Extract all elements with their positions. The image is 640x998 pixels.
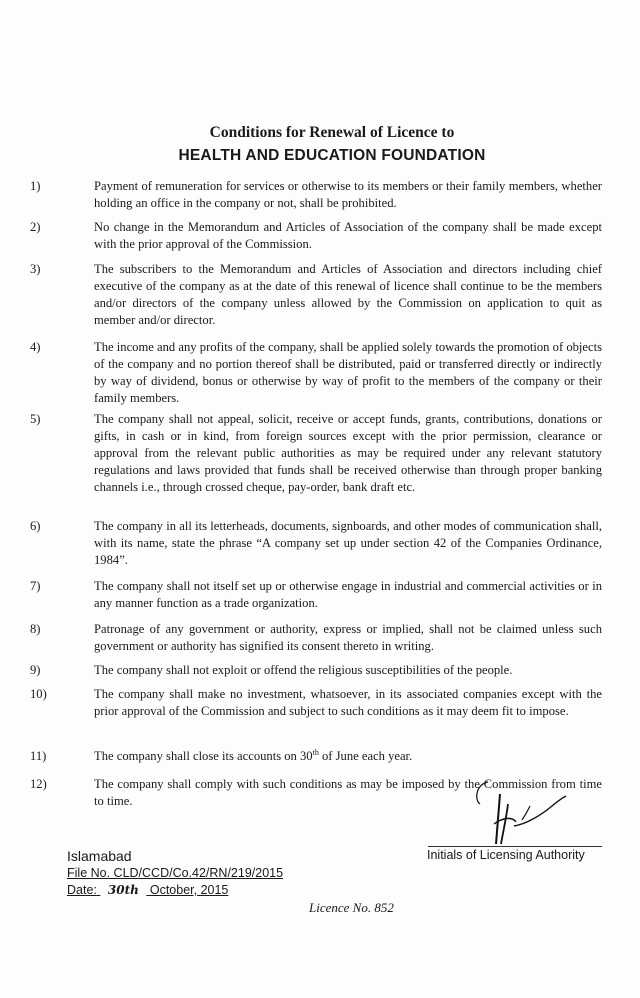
place-name: Islamabad (67, 848, 132, 864)
clause-5 (30, 411, 602, 496)
clause-number: 4) (30, 340, 41, 354)
clause-9 (30, 662, 602, 679)
initials-label: Initials of Licensing Authority (427, 848, 585, 862)
clause-text: The company shall not exploit or offend the religious susceptibilities of the people. (94, 663, 513, 677)
clause-3 (30, 261, 602, 329)
clause-text: The company in all its letterheads, documents, signboards, and other modes of communication shall, with its name, state the phrase “A company set up under section 42 of the Companies Ordinance, 1984”. (94, 519, 602, 567)
clause-8 (30, 621, 602, 655)
clause-number: 9) (30, 663, 41, 677)
clause-10 (30, 686, 602, 720)
clause-number: 12) (30, 777, 47, 791)
file-number: File No. CLD/CCD/Co.42/RN/219/2015 (67, 866, 284, 880)
clause-text: Payment of remuneration for services or otherwise to its members or their family members, whether holding an office in the company or not, shall be prohibited. (94, 179, 602, 210)
date-label: Date: (67, 883, 97, 897)
clause-number: 3) (30, 262, 41, 276)
document-title: Conditions for Renewal of Licence to (209, 124, 455, 141)
clause-text: The subscribers to the Memorandum and Articles of Association and directors including chief executive of the company as at the date of this renewal of licence shall continue to be the members and/or directors of the company unless allowed by the Commission on application to quit as member and/or director. (94, 262, 602, 327)
clause-text: The income and any profits of the company, shall be applied solely towards the promotion of objects of the company and no portion thereof shall be distributed, paid or transferred directly or indirectly by way of dividend, bonus or otherwise by way of profit to the members of the company or their family members. (94, 340, 602, 405)
clause-number: 1) (30, 179, 41, 193)
signature-line (428, 846, 602, 847)
clause-number: 8) (30, 622, 41, 636)
clause-text: No change in the Memorandum and Articles of Association of the company shall be made except with the prior approval of the Commission. (94, 220, 602, 251)
clause-text: The company shall make no investment, whatsoever, in its associated companies except with the prior approval of the Commission and subject to such conditions as it may deem fit to impose. (94, 687, 602, 718)
date-line (67, 883, 228, 897)
clause-1 (30, 178, 602, 212)
clause-number: 2) (30, 220, 41, 234)
clause-text: The company shall close its accounts on 30th of June each year. (94, 747, 413, 763)
clause-7 (30, 578, 602, 612)
handwritten-day: 30th (107, 883, 139, 897)
clause-text: The company shall comply with such conditions as may be imposed by the Commission from time to time. (94, 777, 602, 808)
clause-number: 10) (30, 687, 47, 701)
date-month-year: October, 2015 (149, 883, 229, 897)
company-name-heading: HEALTH AND EDUCATION FOUNDATION (178, 147, 486, 164)
clause-2 (30, 219, 602, 253)
clause-number: 5) (30, 412, 41, 426)
clause-11 (30, 748, 602, 765)
clause-text: The company shall not appeal, solicit, receive or accept funds, grants, contributions, donations or gifts, in cash or in kind, from foreign sources except with the prior permission, clearance or approval from the relevant public authorities as may be required under any relevant statutory regulations and laws provided that funds shall be received otherwise than through proper banking channels i.e., through crossed cheque, pay-order, bank draft etc. (94, 412, 602, 494)
clause-number: 7) (30, 579, 41, 593)
clause-number: 6) (30, 519, 41, 533)
clause-text: Patronage of any government or authority, express or implied, shall not be claimed unless such government or authority has signified its consent thereto in writing. (94, 622, 602, 653)
clause-text: The company shall not itself set up or otherwise engage in industrial and commercial activities or in any manner function as a trade organization. (94, 579, 602, 610)
clause-number: 11) (30, 749, 47, 763)
clause-6 (30, 518, 602, 569)
ordinal-suffix: th (312, 747, 319, 757)
clause-4 (30, 339, 602, 407)
licence-number: Licence No. 852 (309, 900, 394, 915)
handwritten-initials-signature (470, 780, 580, 848)
